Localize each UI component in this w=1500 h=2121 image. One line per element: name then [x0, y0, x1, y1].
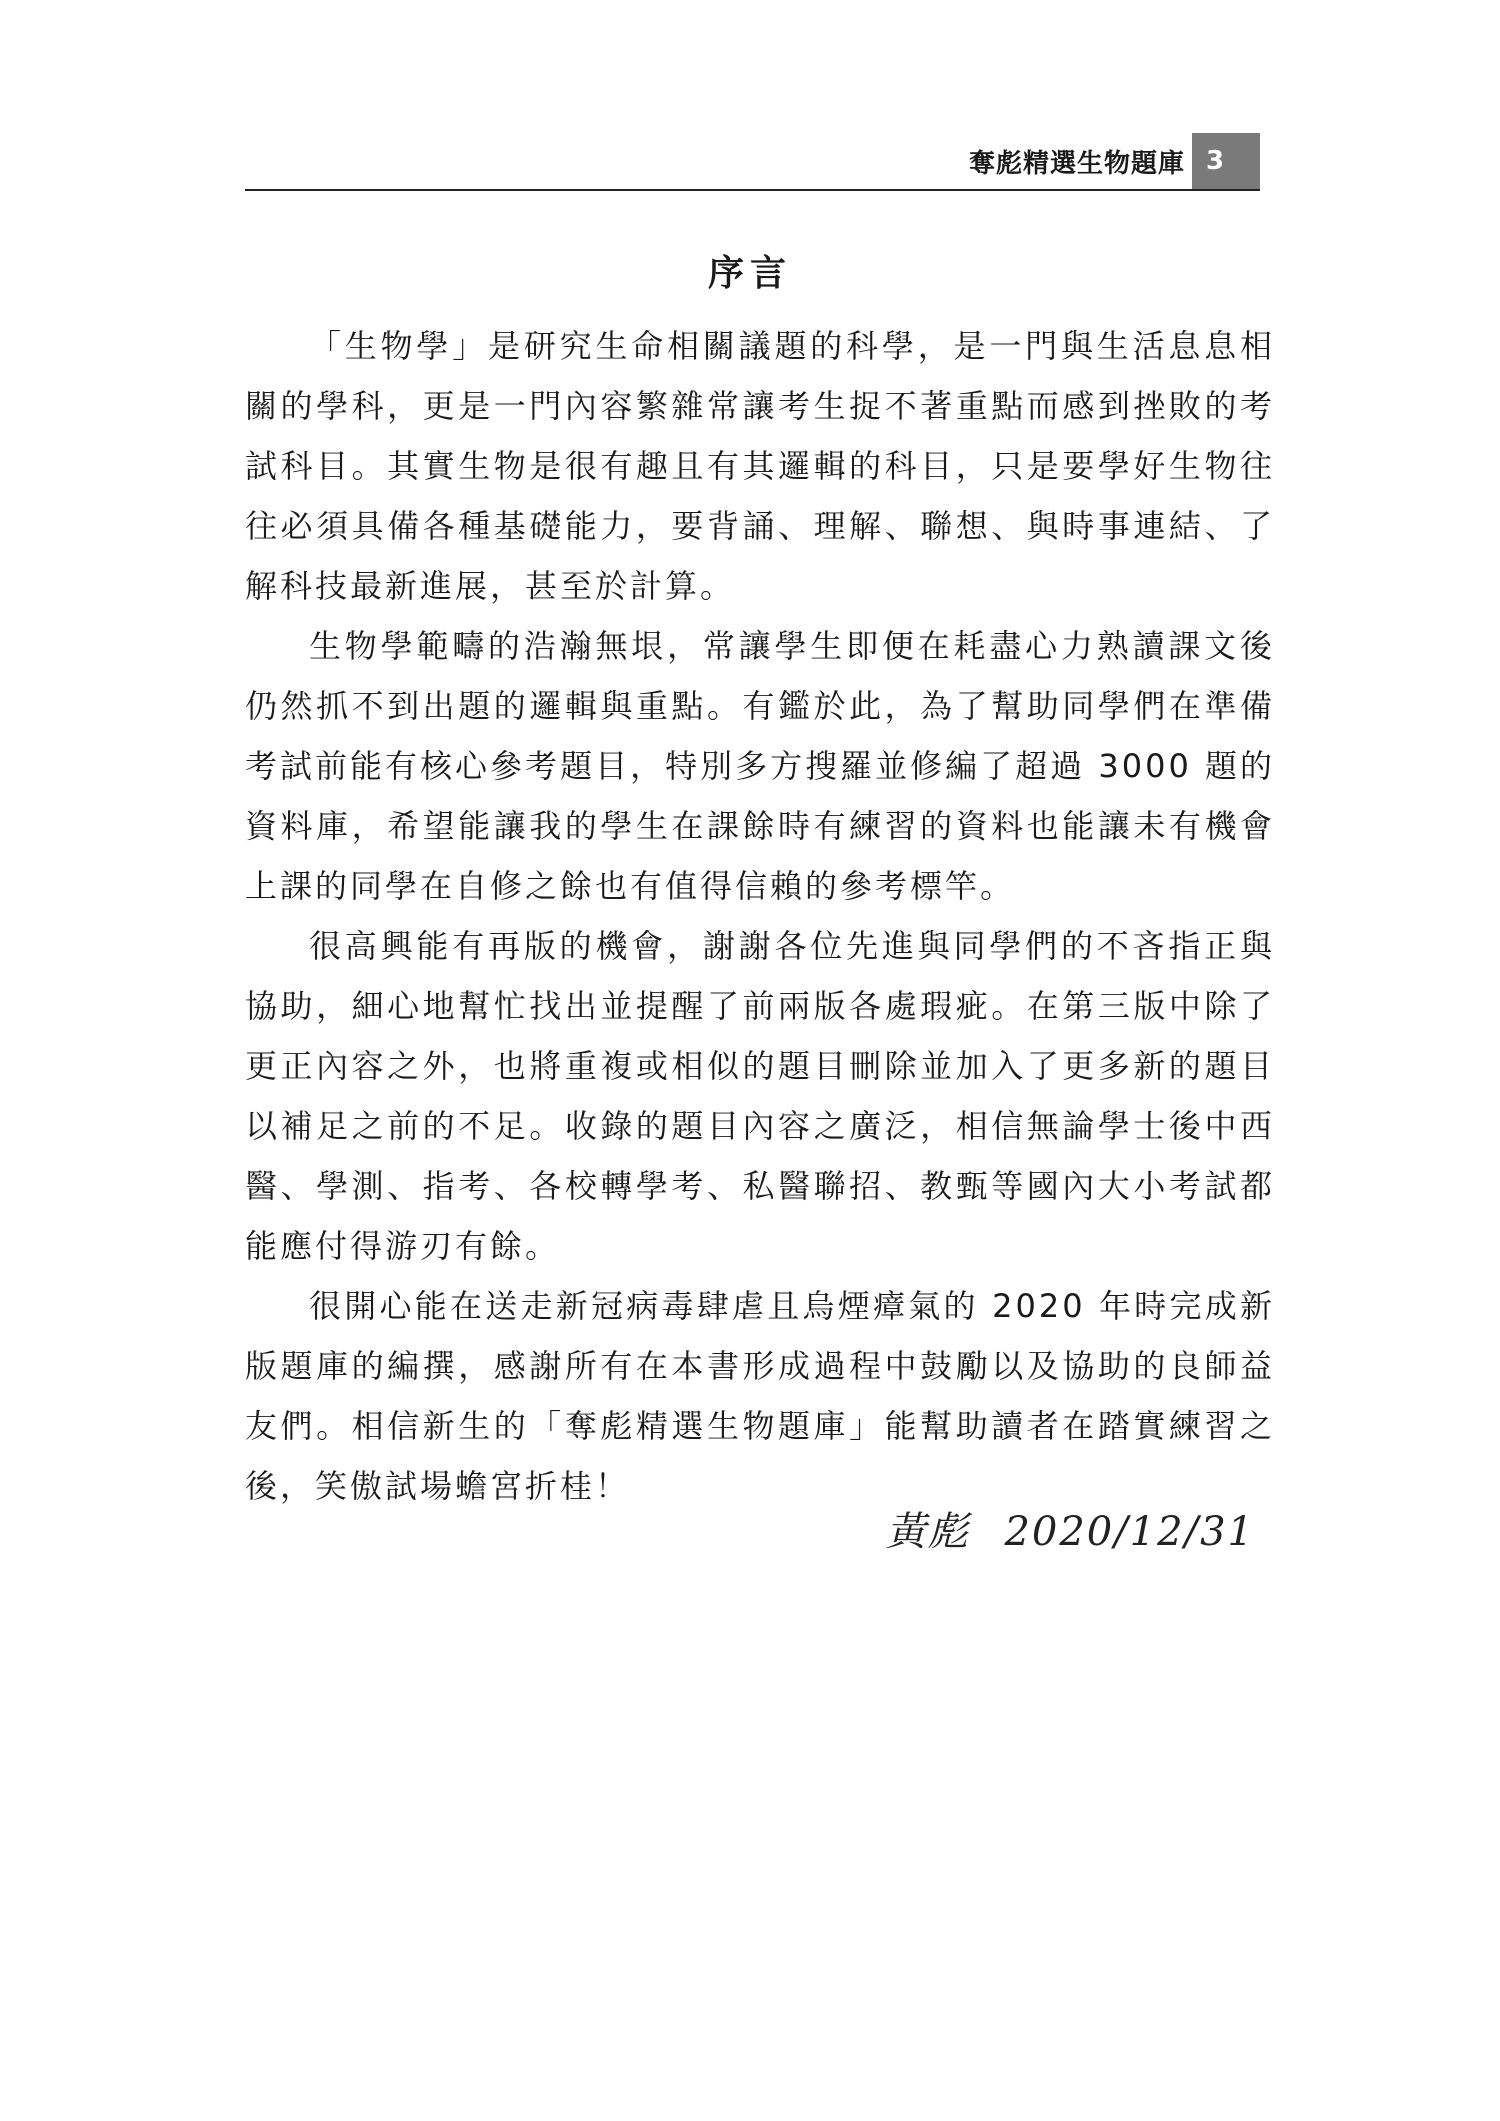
- running-header: [245, 133, 1260, 191]
- paragraph-1: 「生物學」是研究生命相關議題的科學，是一門與生活息息相關的學科，更是一門內容繁雜常讓考生捉不著重點而感到挫敗的考試科目。其實生物是很有趣且有其邏輯的科目，只是要學好生物往往必須具備各種基礎能力，要背誦、理解、聯想、與時事連結、了解科技最新進展，甚至於計算。: [245, 327, 1275, 605]
- paragraph-4: 很開心能在送走新冠病毒肆虐且烏煙瘴氣的 2020 年時完成新版題庫的編撰，感謝所有在本書形成過程中鼓勵以及協助的良師益友們。相信新生的「奪彪精選生物題庫」能幫助讀者在踏實練習之後，笑傲試場蟾宮折桂！: [245, 1287, 1275, 1505]
- signature-date: 2020/12/31: [1004, 1509, 1255, 1555]
- signature: [886, 1500, 1255, 1557]
- signature-name: 黃彪: [885, 1509, 970, 1555]
- paragraph-3: 很高興能有再版的機會，謝謝各位先進與同學們的不吝指正與協助，細心地幫忙找出並提醒了前兩版各處瑕疵。在第三版中除了更正內容之外，也將重複或相似的題目刪除並加入了更多新的題目以補足之前的不足。收錄的題目內容之廣泛，相信無論學士後中西醫、學測、指考、各校轉學考、私醫聯招、教甄等國內大小考試都能應付得游刃有餘。: [245, 927, 1275, 1265]
- page-number: 3: [1192, 133, 1260, 189]
- preface-body: [245, 316, 1275, 1516]
- running-title: 奪彪精選生物題庫: [968, 149, 1185, 179]
- paragraph-2: 生物學範疇的浩瀚無垠，常讓學生即便在耗盡心力熟讀課文後仍然抓不到出題的邏輯與重點。有鑑於此，為了幫助同學們在準備考試前能有核心參考題目，特別多方搜羅並修編了超過 3000 題的資料庫，希望能讓我的學生在課餘時有練習的資料也能讓未有機會上課的同學在自修之餘也有值得信賴的參考標竿。: [245, 627, 1275, 905]
- preface-title: 序言: [707, 253, 792, 294]
